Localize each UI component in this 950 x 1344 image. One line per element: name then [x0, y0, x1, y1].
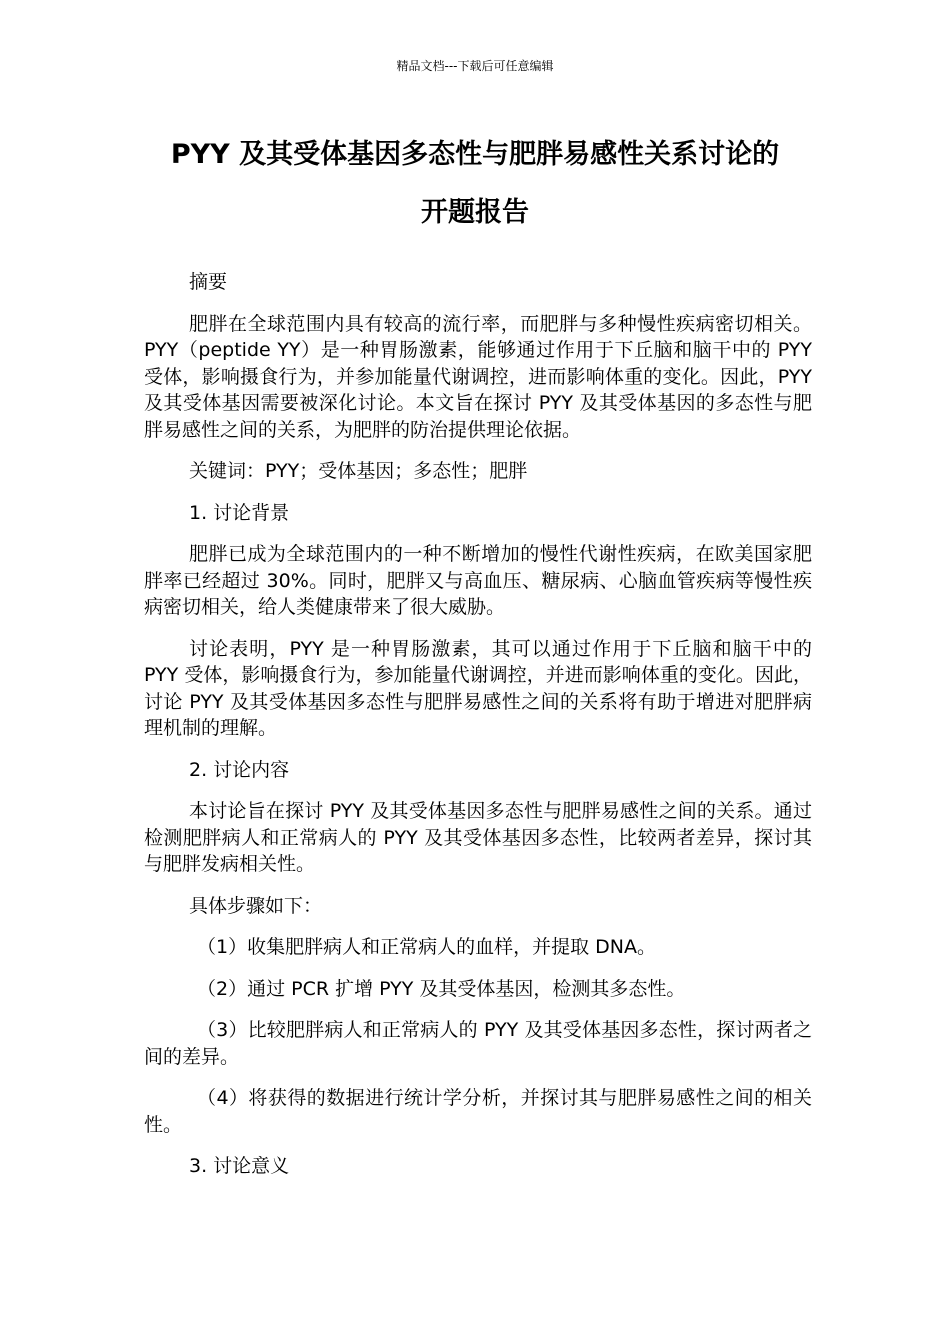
- keywords: 关键词：PYY；受体基因；多态性；肥胖: [189, 460, 528, 482]
- section-2-paragraph-1: 本讨论旨在探讨 PYY 及其受体基因多态性与肥胖易感性之间的关系。通过检测肥胖病人和正常病人的 PYY 及其受体基因多态性，比较两者差异，探讨其与肥胖发病相关性。: [144, 800, 812, 875]
- document-title-line-1: PYY 及其受体基因多态性与肥胖易感性关系讨论的: [170, 139, 780, 170]
- section-3-heading: 3. 讨论意义: [189, 1155, 290, 1177]
- section-1-paragraph-1: 肥胖已成为全球范围内的一种不断增加的慢性代谢性疾病，在欧美国家肥胖率已经超过 30%。同时，肥胖又与高血压、糖尿病、心脑血管疾病等慢性疾病密切相关，给人类健康带来了很大威胁。: [144, 543, 812, 618]
- header-note: 精品文档---下载后可任意编辑: [396, 59, 554, 73]
- section-1-heading: 1. 讨论背景: [189, 501, 290, 524]
- abstract-heading: 摘要: [189, 271, 228, 293]
- step-3: （3）比较肥胖病人和正常病人的 PYY 及其受体基因多态性，探讨两者之间的差异。: [144, 1019, 812, 1068]
- step-4: （4）将获得的数据进行统计学分析，并探讨其与肥胖易感性之间的相关性。: [144, 1087, 812, 1136]
- document-body: [144, 269, 812, 1195]
- step-2: （2）通过 PCR 扩增 PYY 及其受体基因，检测其多态性。: [197, 977, 686, 1000]
- section-2-heading: 2. 讨论内容: [189, 758, 290, 781]
- document-title-line-2: 开题报告: [421, 197, 529, 228]
- step-1: （1）收集肥胖病人和正常病人的血样，并提取 DNA。: [197, 936, 656, 958]
- abstract-paragraph: 肥胖在全球范围内具有较高的流行率，而肥胖与多种慢性疾病密切相关。PYY（peptide YY）是一种胃肠激素，能够通过作用于下丘脑和脑干中的 PYY 受体，影响摄食行为，并参加能量代谢调控，进而影响体重的变化。因此，PYY 及其受体基因需要被深化讨论。本文旨在探讨 PYY 及其受体基因的多态性与肥胖易感性之间的关系，为肥胖的防治提供理论依据。: [144, 312, 812, 441]
- section-1-paragraph-2: 讨论表明，PYY 是一种胃肠激素，其可以通过作用于下丘脑和脑干中的 PYY 受体，影响摄食行为，参加能量代谢调控，并进而影响体重的变化。因此，讨论 PYY 及其受体基因多态性与肥胖易感性之间的关系将有助于增进对肥胖病理机制的理解。: [144, 637, 812, 739]
- steps-intro: 具体步骤如下：: [189, 894, 323, 917]
